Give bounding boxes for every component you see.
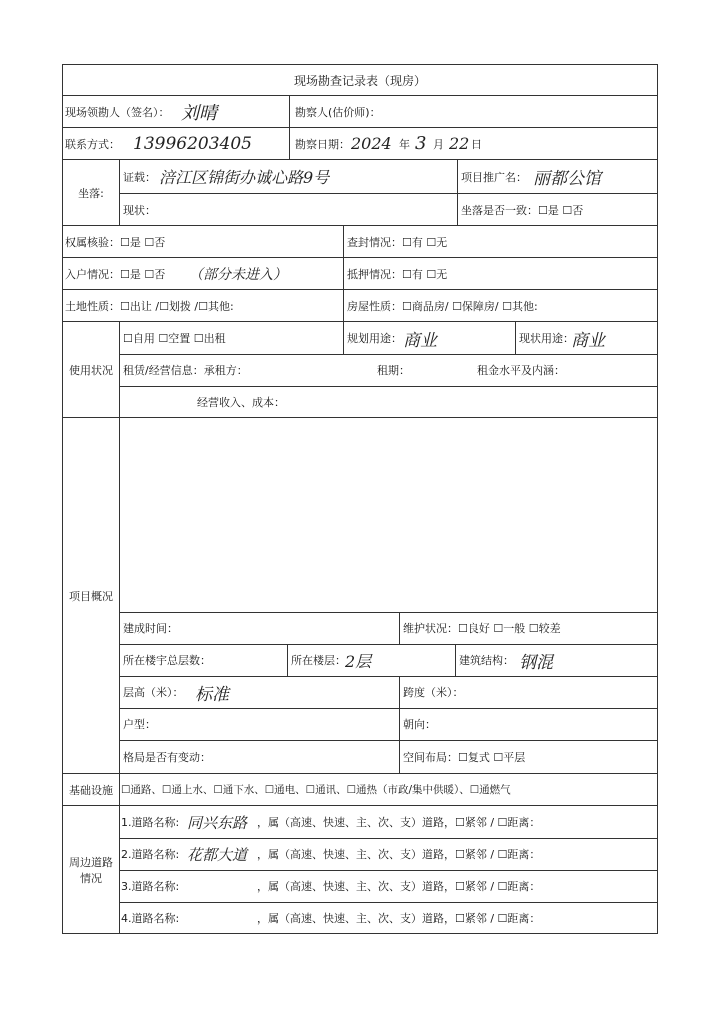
house-nature: 房屋性质：☐商品房/ ☐保障房/ ☐其他: <box>347 299 538 313</box>
ownership-check: 权属核验：☐是 ☐否 <box>65 235 166 249</box>
plan-usage-value: 商业 <box>403 330 437 351</box>
land-row <box>62 290 658 322</box>
lease-label: 租赁/经营信息：承租方： <box>123 364 248 377</box>
height-label: 层高（米）： <box>123 686 184 699</box>
seal-check: 查封情况：☐有 ☐无 <box>347 235 448 249</box>
date-month-unit: 月 <box>433 137 444 151</box>
entry-check: 入户情况：☐是 ☐否 <box>65 267 166 281</box>
current-usage-value: 商业 <box>571 330 605 351</box>
date-label: 勘察日期： <box>295 137 350 151</box>
layout-change-label: 格局是否有变动： <box>123 751 211 764</box>
project-name: 丽都公馆 <box>533 169 601 189</box>
space-layout-check: 空间布局：☐复式 ☐平层 <box>403 751 526 764</box>
entry-row <box>62 258 658 290</box>
project-label: 项目推广名： <box>461 170 527 184</box>
leader-row <box>62 96 658 128</box>
floor-value: 2层 <box>345 651 372 671</box>
roads-block <box>62 806 658 934</box>
land-nature: 土地性质：☐出让 /☐划拨 /☐其他: <box>65 299 234 313</box>
build-time-label: 建成时间： <box>123 622 178 635</box>
leader-label: 现场领勘人（签名）： <box>65 105 170 119</box>
lease-term-label: 租期： <box>377 364 410 377</box>
road-3-name <box>187 870 267 902</box>
road-2-name: 花都大道 <box>187 845 248 864</box>
current-usage-label: 现状用途： <box>519 332 574 345</box>
location-label: 坐落: <box>78 187 104 200</box>
road-4-prefix: 4.道路名称: <box>121 912 180 925</box>
date-year: 2024 <box>351 134 392 153</box>
rent-label: 租金水平及内涵： <box>477 364 565 377</box>
structure-label: 建筑结构： <box>459 654 514 667</box>
date-day-unit: 日 <box>471 137 482 151</box>
entry-note: （部分未进入） <box>189 266 287 283</box>
road-3-suffix: ，属（高速、快速、主、次、支）道路，☐紧邻 / ☐距离： <box>257 880 541 893</box>
infra-label: 基础设施 <box>69 784 113 797</box>
location-block <box>62 160 658 226</box>
mortgage-check: 抵押情况：☐有 ☐无 <box>347 267 448 281</box>
contact-label: 联系方式： <box>65 137 120 151</box>
road-1-name: 同兴东路 <box>187 813 248 832</box>
usage-block <box>62 322 658 418</box>
road-3-prefix: 3.道路名称: <box>121 880 180 893</box>
infra-options: ☐通路、☐通上水、☐通下水、☐通电、☐通讯、☐通热（市政/集中供暖）、☐通燃气 <box>121 784 511 796</box>
road-1-suffix: ，属（高速、快速、主、次、支）道路，☐紧邻 / ☐距离： <box>257 816 541 829</box>
date-year-unit: 年 <box>399 137 410 151</box>
total-floors-label: 所在楼宇总层数： <box>123 654 211 667</box>
income-label: 经营收入、成本： <box>197 396 285 409</box>
contact-value: 13996203405 <box>133 133 252 154</box>
project-block <box>62 418 658 774</box>
surveyor-label: 勘察人(估价师)： <box>295 105 381 119</box>
maintenance-check: 维护状况：☐良好 ☐一般 ☐较差 <box>403 622 561 635</box>
date-day: 22 <box>449 134 470 153</box>
road-4-suffix: ，属（高速、快速、主、次、支）道路，☐紧邻 / ☐距离： <box>257 912 541 925</box>
title-row <box>62 64 658 96</box>
roads-label: 周边道路情况 <box>69 856 113 885</box>
ownership-row <box>62 226 658 258</box>
plan-usage-label: 规划用途： <box>347 332 402 345</box>
height-value: 标准 <box>195 684 229 705</box>
location-match: 坐落是否一致：☐是 ☐否 <box>461 203 584 217</box>
current-location-label: 现状： <box>123 203 156 217</box>
structure-value: 钢混 <box>519 652 553 673</box>
usage-options: ☐自用 ☐空置 ☐出租 <box>123 332 226 345</box>
floor-label: 所在楼层： <box>291 654 346 667</box>
usage-section-label: 使用状况 <box>69 364 113 377</box>
orientation-label: 朝向： <box>403 718 436 731</box>
project-section-label: 项目概况 <box>69 590 113 603</box>
contact-row <box>62 128 658 160</box>
form-title: 现场勘查记录表（现房） <box>293 73 426 88</box>
road-2-prefix: 2.道路名称: <box>121 848 180 861</box>
type-label: 户型： <box>123 718 156 731</box>
date-month: 3 <box>415 133 427 154</box>
survey-form <box>62 64 658 934</box>
cert-address: 涪江区锦街办诚心路9号 <box>159 168 330 187</box>
road-2-suffix: ，属（高速、快速、主、次、支）道路，☐紧邻 / ☐距离： <box>257 848 541 861</box>
cert-label: 证载： <box>123 170 156 184</box>
road-4-name <box>187 902 267 934</box>
infra-row <box>62 774 658 806</box>
leader-signature: 刘晴 <box>181 102 217 124</box>
road-1-prefix: 1.道路名称: <box>121 816 180 829</box>
span-label: 跨度（米）： <box>403 686 464 699</box>
